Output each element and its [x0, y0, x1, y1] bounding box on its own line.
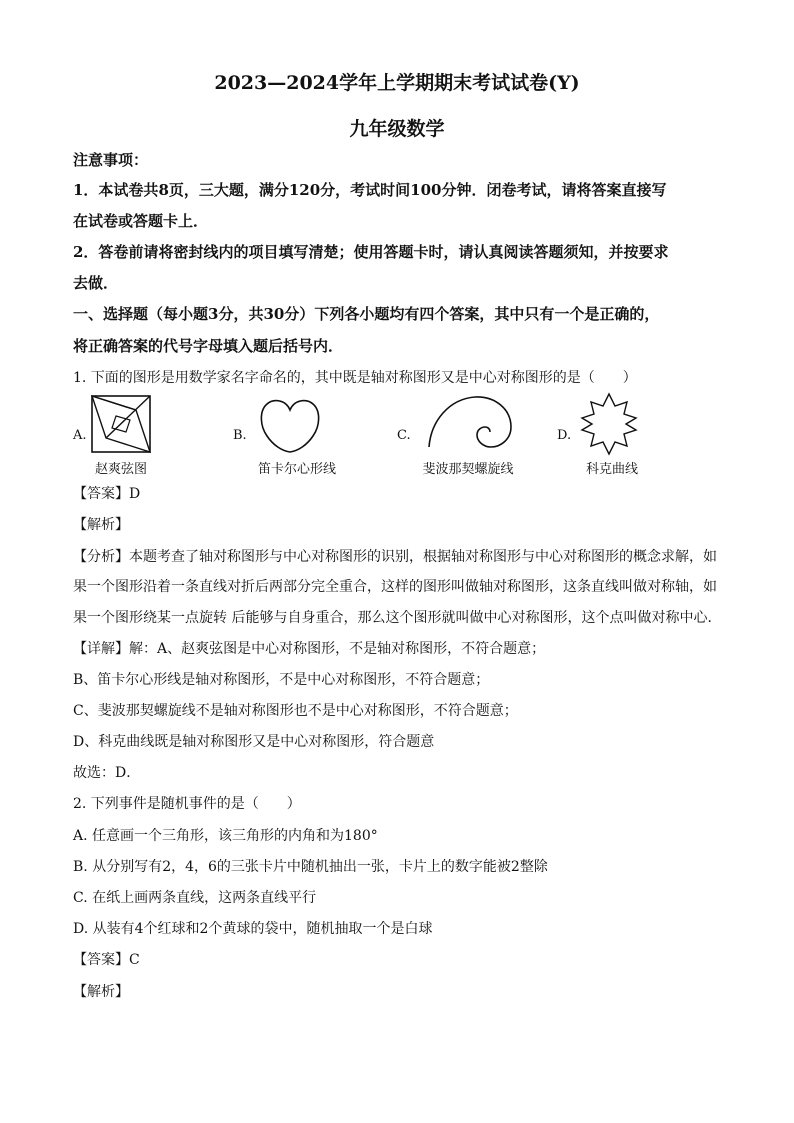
notes-item1-line2: 在试卷或答题卡上．	[73, 212, 209, 230]
fibonacci-spiral-figure	[423, 393, 515, 451]
q1-option-a-letter: A.	[73, 428, 87, 443]
q1-option-d-caption: 科克曲线	[585, 462, 638, 477]
q2-answer: 【答案】C	[73, 952, 140, 968]
section1-line2: 将正确答案的代号字母填入题后括号内．	[73, 337, 344, 355]
notes-heading: 注意事项：	[73, 151, 149, 169]
q1-detail-b: B、笛卡尔心形线是轴对称图形，不是中心对称图形，不符合题意；	[73, 672, 490, 688]
zhaoshuang-diagram-figure	[90, 394, 152, 454]
exam-title: 2023—2024学年上学期期末考试试卷(Y)	[214, 72, 580, 94]
q1-detail-c: C、斐波那契螺旋线不是轴对称图形也不是中心对称图形，不符合题意；	[73, 703, 518, 719]
q1-answer: 【答案】D	[73, 486, 141, 502]
q1-fenxi-line1: 【分析】本题考查了轴对称图形与中心对称图形的识别，根据轴对称图形与中心对称图形的概念求解，如	[73, 549, 717, 565]
q1-conclusion: 故选：D．	[73, 765, 141, 781]
q1-option-c-caption: 斐波那契螺旋线	[422, 462, 514, 477]
notes-item1-line1: 1．本试卷共8页，三大题，满分120分，考试时间100分钟．闭卷考试，请将答案直接写	[73, 181, 667, 199]
q2-option-d: D. 从装有4个红球和2个黄球的袋中，随机抽取一个是白球	[73, 921, 433, 937]
q1-stem: 1. 下面的图形是用数学家名字命名的，其中既是轴对称图形又是中心对称图形的是（ ）	[73, 370, 637, 386]
q2-option-a: A. 任意画一个三角形，该三角形的内角和为180°	[73, 828, 378, 844]
section1-line1: 一、选择题（每小题3分，共30分）下列各小题均有四个答案，其中只有一个是正确的，	[73, 305, 660, 323]
q1-option-b-caption: 笛卡尔心形线	[257, 462, 336, 477]
q2-stem: 2. 下列事件是随机事件的是（ ）	[73, 796, 301, 812]
q1-detail-d: D、科克曲线既是轴对称图形又是中心对称图形，符合题意	[73, 734, 435, 750]
q2-analysis-label: 【解析】	[73, 984, 129, 1000]
q1-option-b-letter: B.	[233, 428, 247, 443]
q1-fenxi-line3: 果一个图形绕某一点旋转 后能够与自身重合，那么这个图形就叫做中心对称图形，这个点叫做对称中心．	[73, 610, 722, 626]
cardioid-figure	[258, 396, 322, 454]
q1-fenxi-line2: 果一个图形沿着一条直线对折后两部分完全重合，这样的图形叫做轴对称图形，这条直线叫做对称轴，如	[73, 579, 717, 595]
q1-option-a-caption: 赵爽弦图	[94, 462, 147, 477]
notes-item2-line2: 去做．	[73, 274, 119, 292]
koch-curve-figure	[574, 392, 644, 456]
q1-option-c-letter: C.	[397, 428, 411, 443]
q2-option-b: B. 从分别写有2，4，6的三张卡片中随机抽出一张，卡片上的数字能被2整除	[73, 859, 548, 875]
q1-option-d-letter: D.	[557, 428, 572, 443]
q1-detail-a: 【详解】解：A、赵爽弦图是中心对称图形，不是轴对称图形，不符合题意；	[73, 641, 546, 657]
q1-analysis-label: 【解析】	[73, 517, 129, 533]
notes-item2-line1: 2．答卷前请将密封线内的项目填写清楚；使用答题卡时，请认真阅读答题须知，并按要求	[73, 243, 669, 261]
q2-option-c: C. 在纸上画两条直线，这两条直线平行	[73, 890, 317, 906]
exam-subtitle: 九年级数学	[349, 118, 445, 140]
